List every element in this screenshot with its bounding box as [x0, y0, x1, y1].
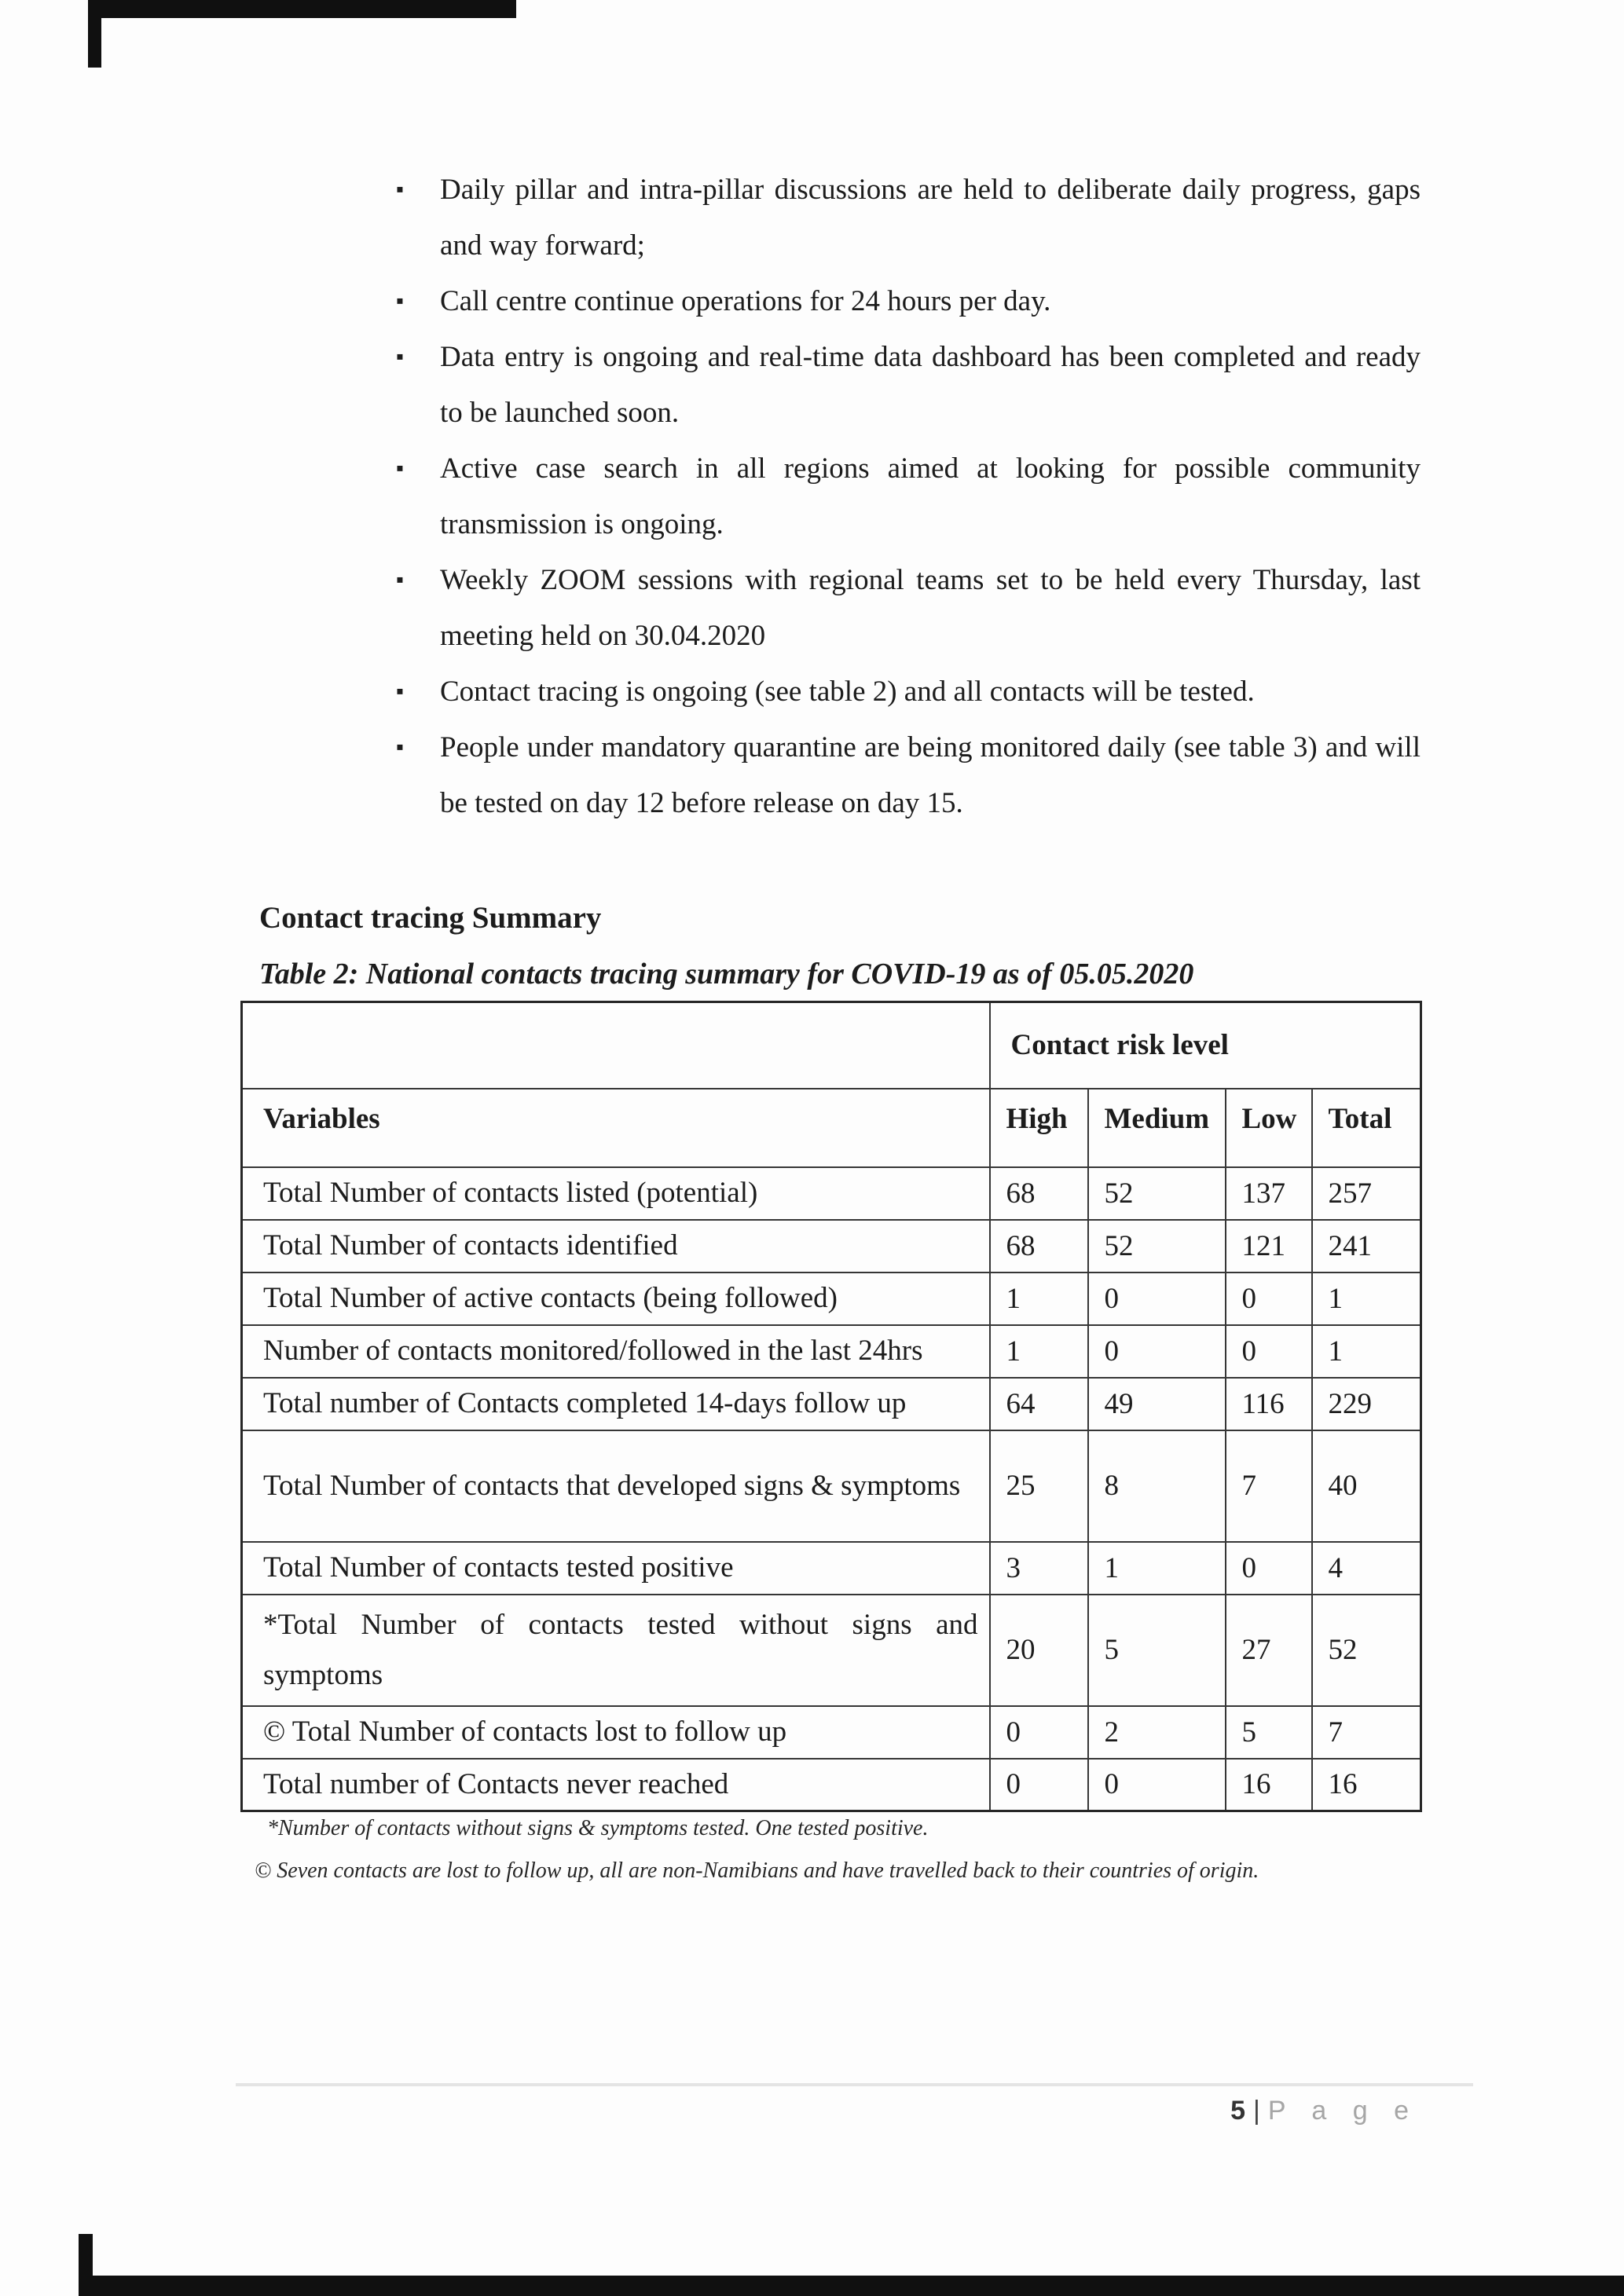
table-row	[242, 1325, 1421, 1378]
value-cell-total: 257	[1312, 1167, 1421, 1220]
value-cell-high: 0	[990, 1759, 1088, 1811]
bullet-square-icon: ▪	[396, 289, 404, 313]
value-cell-medium: 5	[1088, 1595, 1226, 1706]
value-cell-medium: 52	[1088, 1167, 1226, 1220]
value-cell-medium: 1	[1088, 1542, 1226, 1595]
bullet-item	[394, 162, 1421, 273]
footnote-copyright: © Seven contacts are lost to follow up, all are non-Namibians and have travelled back to their countries of origin.	[255, 1858, 1259, 1883]
value-cell-low: 116	[1226, 1378, 1312, 1430]
row-label-cell: Total number of Contacts never reached	[242, 1759, 990, 1811]
footer-rule	[236, 2083, 1473, 2086]
scan-artifact-bottom-left-tick	[79, 2234, 93, 2296]
value-cell-medium: 8	[1088, 1430, 1226, 1542]
bullet-text: Daily pillar and intra-pillar discussions are held to deliberate daily progress, gaps and way forward;	[440, 174, 1421, 262]
value-cell-low: 27	[1226, 1595, 1312, 1706]
row-label-cell: © Total Number of contacts lost to follow up	[242, 1706, 990, 1759]
value-cell-high: 3	[990, 1542, 1088, 1595]
bullet-square-icon: ▪	[396, 456, 404, 481]
bullet-item	[394, 441, 1421, 552]
value-cell-total: 52	[1312, 1595, 1421, 1706]
footer-separator: |	[1253, 2096, 1260, 2126]
value-cell-medium: 0	[1088, 1759, 1226, 1811]
table-row	[242, 1167, 1421, 1220]
value-cell-high: 64	[990, 1378, 1088, 1430]
value-cell-low: 137	[1226, 1167, 1312, 1220]
value-cell-low: 5	[1226, 1706, 1312, 1759]
footer-page-label: P a g e	[1267, 2096, 1418, 2126]
scan-artifact-bottom-bar	[79, 2276, 1624, 2296]
row-label-cell: Total Number of contacts identified	[242, 1220, 990, 1273]
bullet-text: Data entry is ongoing and real-time data dashboard has been completed and ready to be launched soon.	[440, 341, 1421, 429]
bullet-text: Active case search in all regions aimed at looking for possible community transmission is ongoing.	[440, 452, 1421, 540]
bullet-item	[394, 720, 1421, 831]
table-caption: Table 2: National contacts tracing summary for COVID-19 as of 05.05.2020	[259, 958, 1194, 991]
bullet-item	[394, 329, 1421, 441]
page-number: 5	[1230, 2096, 1246, 2126]
column-header-row	[242, 1089, 1421, 1167]
column-header-high: High	[990, 1089, 1088, 1167]
value-cell-low: 7	[1226, 1430, 1312, 1542]
contact-tracing-table	[240, 1001, 1422, 1812]
value-cell-low: 0	[1226, 1325, 1312, 1378]
table-row	[242, 1378, 1421, 1430]
bullet-item	[394, 552, 1421, 664]
row-label-cell: Total Number of contacts tested positive	[242, 1542, 990, 1595]
bullet-square-icon: ▪	[396, 679, 404, 704]
bullet-square-icon: ▪	[396, 735, 404, 760]
value-cell-total: 4	[1312, 1542, 1421, 1595]
value-cell-total: 40	[1312, 1430, 1421, 1542]
bullet-square-icon: ▪	[396, 568, 404, 592]
table-row	[242, 1759, 1421, 1811]
table-row	[242, 1542, 1421, 1595]
row-label-cell: Total Number of contacts listed (potential)	[242, 1167, 990, 1220]
table-row	[242, 1595, 1421, 1706]
value-cell-medium: 52	[1088, 1220, 1226, 1273]
column-header-total: Total	[1312, 1089, 1421, 1167]
value-cell-medium: 49	[1088, 1378, 1226, 1430]
scan-artifact-top-bar	[88, 0, 516, 18]
table-row	[242, 1706, 1421, 1759]
value-cell-medium: 0	[1088, 1273, 1226, 1325]
page-footer	[1100, 2096, 1418, 2126]
row-label-cell: Total Number of active contacts (being followed)	[242, 1273, 990, 1325]
value-cell-medium: 0	[1088, 1325, 1226, 1378]
row-label-cell: *Total Number of contacts tested without signs and symptoms	[242, 1595, 990, 1706]
value-cell-total: 1	[1312, 1325, 1421, 1378]
column-header-variables: Variables	[242, 1089, 990, 1167]
value-cell-high: 20	[990, 1595, 1088, 1706]
value-cell-low: 0	[1226, 1273, 1312, 1325]
bullet-text: Weekly ZOOM sessions with regional teams set to be held every Thursday, last meeting held on 30.04.2020	[440, 564, 1421, 652]
bullet-text: People under mandatory quarantine are being monitored daily (see table 3) and will be tested on day 12 before release on day 15.	[440, 731, 1421, 819]
table-body	[242, 1167, 1421, 1811]
bullet-square-icon: ▪	[396, 345, 404, 369]
bullet-text: Call centre continue operations for 24 hours per day.	[440, 285, 1051, 317]
bullet-square-icon: ▪	[396, 178, 404, 202]
group-header-cell: Contact risk level	[990, 1002, 1421, 1089]
value-cell-low: 16	[1226, 1759, 1312, 1811]
column-header-medium: Medium	[1088, 1089, 1226, 1167]
row-label-cell: Total Number of contacts that developed signs & symptoms	[242, 1430, 990, 1542]
column-header-low: Low	[1226, 1089, 1312, 1167]
value-cell-low: 0	[1226, 1542, 1312, 1595]
value-cell-high: 68	[990, 1220, 1088, 1273]
scan-artifact-top-left-tick	[88, 0, 101, 68]
table-row	[242, 1273, 1421, 1325]
value-cell-high: 0	[990, 1706, 1088, 1759]
section-heading: Contact tracing Summary	[259, 901, 602, 935]
value-cell-high: 68	[990, 1167, 1088, 1220]
value-cell-high: 1	[990, 1325, 1088, 1378]
value-cell-medium: 2	[1088, 1706, 1226, 1759]
value-cell-high: 1	[990, 1273, 1088, 1325]
value-cell-total: 7	[1312, 1706, 1421, 1759]
bullet-item	[394, 273, 1421, 329]
value-cell-total: 241	[1312, 1220, 1421, 1273]
value-cell-low: 121	[1226, 1220, 1312, 1273]
table-row	[242, 1430, 1421, 1542]
group-header-row	[242, 1002, 1421, 1089]
value-cell-total: 1	[1312, 1273, 1421, 1325]
value-cell-high: 25	[990, 1430, 1088, 1542]
row-label-cell: Number of contacts monitored/followed in the last 24hrs	[242, 1325, 990, 1378]
row-label-cell: Total number of Contacts completed 14-days follow up	[242, 1378, 990, 1430]
value-cell-total: 16	[1312, 1759, 1421, 1811]
group-header-empty-cell	[242, 1002, 990, 1089]
bullet-text: Contact tracing is ongoing (see table 2) and all contacts will be tested.	[440, 676, 1255, 708]
table-row	[242, 1220, 1421, 1273]
footnote-asterisk: *Number of contacts without signs & symptoms tested. One tested positive.	[267, 1816, 929, 1840]
bullet-item	[394, 664, 1421, 720]
value-cell-total: 229	[1312, 1378, 1421, 1430]
bullet-list	[394, 162, 1421, 831]
